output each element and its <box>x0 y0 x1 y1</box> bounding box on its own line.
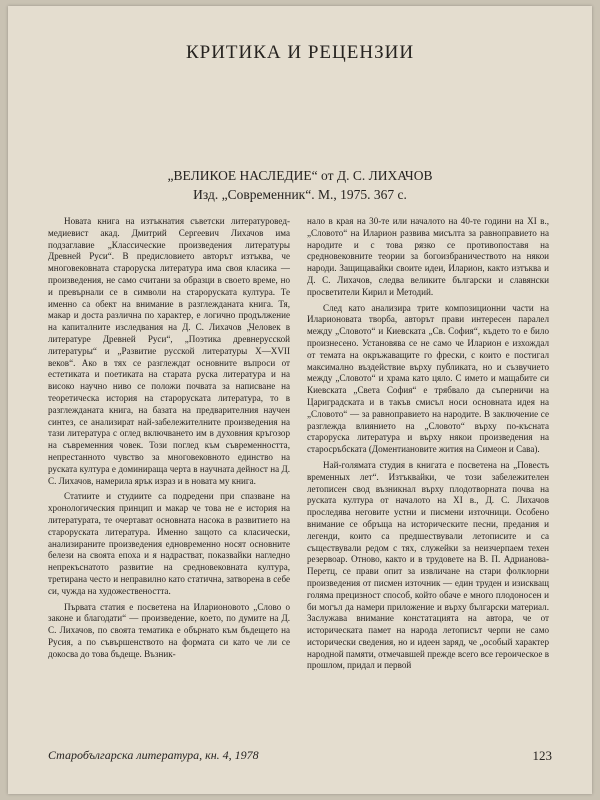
review-heading <box>8 166 592 204</box>
right-text-column <box>307 216 549 704</box>
paragraph: нало в края на 30-те или началото на 40-те години на XI в., „Словото“ на Иларион развива мисълта за равноправието на народите и с това рязко се противопоставя на средновековните теории за богоизбраничеството на някои народи. Защищавайки своите идеи, Иларион, както изтъква и Д. С. Лихачов, следва великите български и славянски просветители Кирил и Методий. <box>307 216 549 297</box>
paragraph: Статиите и студиите са подредени при спазване на хронологическия принцип и макар че това не е история на литературата, те очертават основната насока в развитието на староруската литература. Именно защото са класически, анализираните произведения едновременно носят основните белези на своята епоха и я надрастват, показвайки нагледно непрекъснатото развитие на средновековната култура, третирана често и неправилно като статична, затворена в себе си, чужда на художествеността. <box>48 491 290 596</box>
section-title: КРИТИКА И РЕЦЕНЗИИ <box>185 42 415 63</box>
paragraph: Първата статия е посветена на Иларионовото „Слово о законе и благодати“ — произведение, което, по думите на Д. С. Лихачов, по своята тематика е обърнато към бъдещето на Русия, а по съвършенството на формата си като че ли се докосва до това бъдеще. Възник- <box>48 601 290 659</box>
page-number: 123 <box>532 748 552 763</box>
paragraph: След като анализира трите композиционни части на Иларионовата творба, авторът прави интересен паралел между „Словото“ и Киевската „Св. София“, където то е било произнесено. Установява се не само че Иларион е изхождал от темата на окръжаващите го фрески, с които е постигал максимално въздействие върху публиката, но и съзвучието между „Словото“ и храма като цяло. С името и мащабите си Киевската „Света София“ е трябвало да съперничи на Цариградската и в такъв смисъл носи основната идея на „Словото“ — за равноправието на народите. В заключение се разглежда влиянието на „Словото“ върху по-късната староруска литература и върху някои произведения на старосръбската (Доментиановите жития на Симеон и Сава). <box>307 302 549 455</box>
journal-reference: Старобългарска литература, кн. 4, 1978 <box>48 748 259 762</box>
review-title: „ВЕЛИКОЕ НАСЛЕДИЕ“ от Д. С. ЛИХАЧОВ <box>167 168 433 183</box>
paragraph: Новата книга на изтъкнатия съветски литературовед-медиевист акад. Дмитрий Сергеевич Лихачов има подзаглавие „Классические произведения литературы Древней Руси“. В предисловието авторът изтъква, че многовековната староруска литература има своя класика — произведения, не само считани за образци в своето време, но и превърнали се в символи на староруската култура. Те именно са обект на внимание в разглежданата книга. Тя, макар и доста различна по характер, е логично продължение на капиталните изследвания на Д. С. Лихачов „Человек в литературе Древней Руси“, „Поэтика древнерусской литературы“ и „Развитие русской литературы X—XVII веков“. Ако в тях се разглеждат основните въпроси от естетиката и поетиката на старата руска литература и на високо научно ниво се положи почвата за написване на теоретическа история на староруската литература, то в разглежданата книга, на базата на предварителния научен синтез, се анализират най-забележителните произведения на тази литература с оглед включването им в духовния кръгозор на съвременния човек. Този поглед към съвременността, непрестанното чувство за многовековното единство на руската култура е доминираща черта в научната дейност на Д. С. Лихачов, намерила ярък израз и в новата му книга. <box>48 216 290 486</box>
paragraph: Най-голямата студия в книгата е посветена на „Повесть временных лет“. Изтъквайки, че този забележителен летописен свод възникнал върху плодотворната почва на руската култура от началото на XI в., Д. С. Лихачов проследява неговите устни и писмени източници. Особено внимание се обръща на историческите песни, предания и легенди, които са предшествували летописите и са съществували редом с тях, служейки за неизчерпаем техен резервоар. Отново, както и в трудовете на В. П. Адрианова-Перетц, се прави опит за извличане на стари фолклорни произведения от писмен източник — един труден и изискващ голяма прецизност способ, който обаче е много плодоносен и би могъл да намери приложение и върху български материал. Заслужава внимание констатацията на автора, че от историческата памет на народа летописът черпи не само исторически сведения, но и идеен заряд, че „особый характер народной памяти, отмечавшей прежде всего все героическое в прошлом, придал и первой <box>307 459 549 671</box>
left-text-column <box>48 216 290 704</box>
document-page <box>8 6 592 794</box>
review-publisher: Изд. „Современник“. М., 1975. 367 с. <box>193 187 407 202</box>
